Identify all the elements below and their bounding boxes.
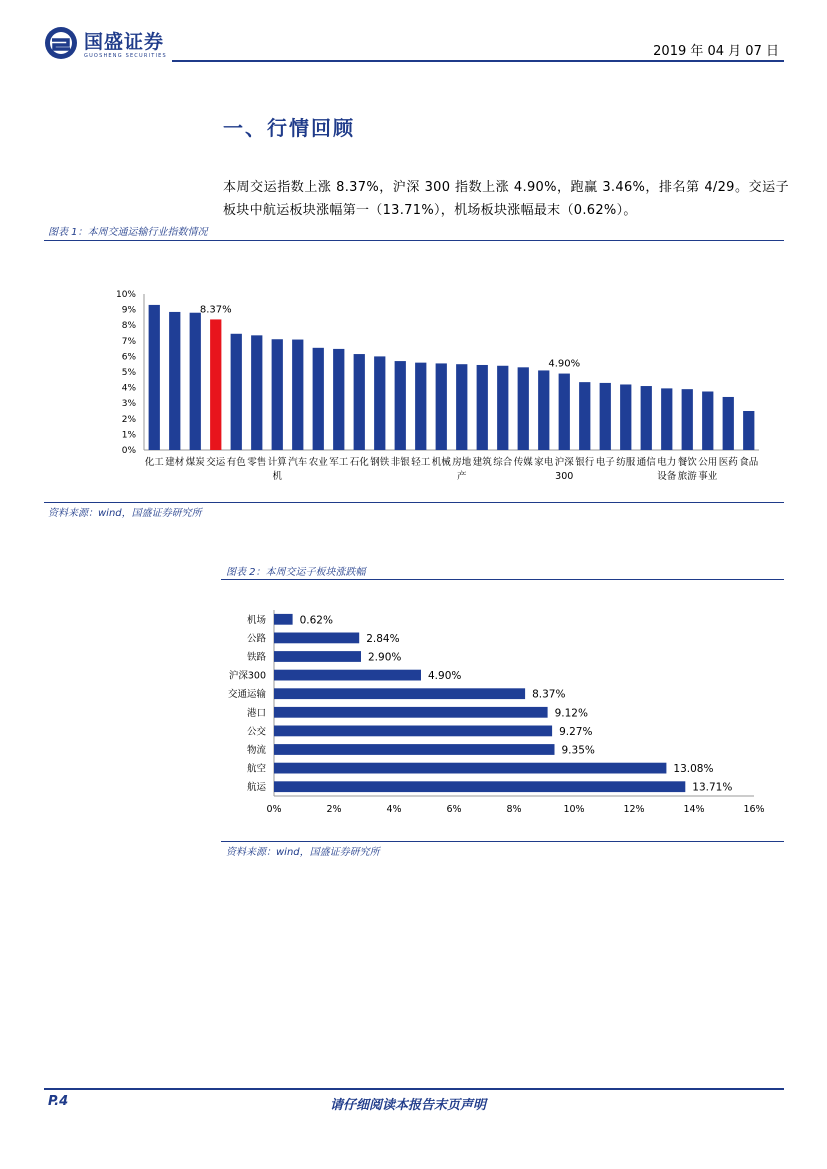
bar bbox=[333, 349, 344, 450]
page-number: P.4 bbox=[48, 1094, 69, 1109]
x-tick-label: 综合 bbox=[493, 457, 513, 468]
y-tick-label: 6% bbox=[121, 352, 136, 363]
data-label: 9.12% bbox=[554, 707, 588, 720]
bar bbox=[272, 339, 283, 450]
x-tick-label: 有色 bbox=[226, 457, 246, 468]
y-tick-label: 4% bbox=[121, 383, 136, 394]
y-tick-label: 0% bbox=[121, 446, 136, 456]
category-label: 交通运输 bbox=[227, 689, 266, 701]
bar bbox=[477, 365, 488, 450]
x-tick-label: 化工 bbox=[144, 457, 164, 468]
bar bbox=[395, 361, 406, 450]
section-paragraph: 本周交运指数上涨 8.37%，沪深 300 指数上涨 4.90%，跑赢 3.46%，排名第 4/29。交运子板块中航运板块涨幅第一（13.71%），机场板块涨幅最末（0.62%）。 bbox=[223, 180, 789, 218]
data-label: 8.37% bbox=[199, 304, 232, 316]
bar bbox=[661, 388, 672, 450]
data-label: 8.37% bbox=[532, 688, 566, 701]
x-tick-label: 通信 bbox=[636, 457, 656, 468]
bar bbox=[456, 364, 467, 450]
bar bbox=[620, 384, 631, 450]
data-label: 2.90% bbox=[368, 651, 402, 664]
x-tick-label: 300 bbox=[555, 471, 574, 482]
y-tick-label: 7% bbox=[121, 336, 136, 347]
y-tick-label: 10% bbox=[115, 290, 136, 300]
bar bbox=[559, 374, 570, 450]
bar bbox=[210, 319, 221, 450]
x-tick-label: 建材 bbox=[165, 457, 185, 468]
x-tick-label: 8% bbox=[506, 804, 522, 815]
bar bbox=[190, 313, 201, 450]
bar bbox=[251, 335, 262, 450]
logo-icon bbox=[44, 26, 78, 60]
y-tick-label: 9% bbox=[121, 305, 136, 316]
x-tick-label: 计算 bbox=[267, 457, 287, 468]
x-tick-label: 12% bbox=[623, 804, 645, 815]
category-label: 公路 bbox=[246, 633, 266, 645]
y-tick-label: 1% bbox=[121, 430, 136, 441]
bar bbox=[538, 370, 549, 450]
x-tick-label: 0% bbox=[266, 804, 282, 815]
data-label: 13.71% bbox=[692, 781, 733, 794]
x-tick-label: 交运 bbox=[206, 457, 226, 468]
figure2-source: 资料来源：wind，国盛证券研究所 bbox=[226, 847, 380, 858]
x-tick-label: 石化 bbox=[349, 457, 369, 468]
category-label: 公交 bbox=[246, 726, 266, 738]
subsector-chart bbox=[221, 584, 784, 834]
bar bbox=[274, 670, 421, 681]
y-tick-label: 5% bbox=[121, 368, 136, 378]
category-label: 物流 bbox=[246, 745, 266, 756]
x-tick-label: 公用 bbox=[698, 457, 718, 468]
bar bbox=[600, 383, 611, 450]
bar bbox=[702, 392, 713, 451]
x-tick-label: 轻工 bbox=[411, 457, 431, 468]
data-label: 2.84% bbox=[366, 632, 400, 645]
x-tick-label: 零售 bbox=[247, 457, 267, 468]
section-title: 一、行情回顾 bbox=[223, 116, 355, 140]
figure2-bottom-rule bbox=[221, 841, 784, 842]
figure1-bottom-rule bbox=[44, 502, 784, 503]
figure1-title: 图表 1：本周交通运输行业指数情况 bbox=[48, 227, 208, 238]
bar bbox=[497, 366, 508, 450]
y-tick-label: 2% bbox=[121, 414, 136, 425]
bar bbox=[723, 397, 734, 450]
x-tick-label: 沪深 bbox=[554, 457, 574, 468]
footer-disclaimer: 请仔细阅读本报告末页声明 bbox=[330, 1098, 487, 1113]
bar bbox=[231, 334, 242, 450]
x-tick-label: 设备 bbox=[657, 471, 677, 482]
figure2-top-rule bbox=[221, 579, 784, 580]
category-label: 航运 bbox=[246, 782, 266, 794]
x-tick-label: 传媒 bbox=[513, 457, 533, 468]
bar bbox=[274, 633, 359, 644]
bar bbox=[682, 389, 693, 450]
bar bbox=[274, 688, 525, 699]
logo-text: 国盛证券 bbox=[84, 31, 165, 53]
x-tick-label: 食品 bbox=[739, 457, 759, 468]
footer-rule bbox=[44, 1088, 784, 1090]
x-tick-label: 6% bbox=[446, 804, 462, 815]
industry-index-chart bbox=[44, 248, 784, 498]
data-label: 4.90% bbox=[548, 358, 581, 370]
bar bbox=[274, 614, 293, 625]
bar bbox=[313, 348, 324, 450]
x-tick-label: 农业 bbox=[308, 457, 328, 468]
logo bbox=[44, 24, 184, 64]
category-label: 沪深300 bbox=[228, 670, 266, 682]
data-label: 13.08% bbox=[673, 763, 714, 776]
y-tick-label: 8% bbox=[121, 321, 136, 332]
x-tick-label: 2% bbox=[326, 804, 342, 815]
x-tick-label: 医药 bbox=[718, 457, 738, 468]
category-label: 航空 bbox=[246, 763, 266, 775]
x-tick-label: 军工 bbox=[329, 457, 349, 468]
report-date: 2019 年 04 月 07 日 bbox=[653, 44, 779, 59]
bar bbox=[354, 354, 365, 450]
y-tick-label: 3% bbox=[121, 399, 136, 410]
x-tick-label: 产 bbox=[456, 471, 467, 482]
x-tick-label: 16% bbox=[743, 804, 765, 815]
data-label: 4.90% bbox=[428, 670, 462, 683]
x-tick-label: 非银 bbox=[390, 457, 410, 468]
bar bbox=[274, 726, 552, 737]
bar bbox=[274, 651, 361, 662]
bar bbox=[169, 312, 180, 450]
x-tick-label: 电子 bbox=[595, 457, 615, 468]
category-label: 机场 bbox=[246, 614, 266, 626]
x-tick-label: 煤炭 bbox=[185, 457, 205, 468]
bar bbox=[374, 356, 385, 450]
x-tick-label: 10% bbox=[563, 804, 585, 815]
x-tick-label: 餐饮 bbox=[677, 457, 697, 468]
bar bbox=[641, 386, 652, 450]
figure1-source: 资料来源：wind，国盛证券研究所 bbox=[48, 508, 202, 519]
x-tick-label: 机械 bbox=[431, 457, 451, 468]
bar bbox=[149, 305, 160, 450]
figure2-title: 图表 2：本周交运子板块涨跌幅 bbox=[226, 567, 366, 578]
bar bbox=[292, 340, 303, 450]
bar bbox=[518, 367, 529, 450]
x-tick-label: 建筑 bbox=[472, 457, 492, 468]
x-tick-label: 纺服 bbox=[616, 457, 636, 468]
figure1-top-rule bbox=[44, 240, 784, 241]
x-tick-label: 14% bbox=[683, 804, 705, 815]
bar bbox=[743, 411, 754, 450]
bar bbox=[436, 363, 447, 450]
x-tick-label: 4% bbox=[386, 804, 402, 815]
x-tick-label: 房地 bbox=[452, 457, 472, 468]
x-tick-label: 银行 bbox=[575, 457, 595, 468]
logo-subtitle: GUOSHENG SECURITIES bbox=[84, 53, 167, 59]
category-label: 港口 bbox=[246, 707, 266, 719]
x-tick-label: 机 bbox=[272, 471, 283, 482]
bar bbox=[274, 781, 685, 792]
bar bbox=[274, 744, 555, 755]
x-tick-label: 汽车 bbox=[288, 457, 308, 468]
bar bbox=[579, 382, 590, 450]
data-label: 9.27% bbox=[559, 725, 593, 738]
bar bbox=[274, 763, 666, 774]
x-tick-label: 电力 bbox=[657, 457, 677, 468]
bar bbox=[415, 363, 426, 450]
x-tick-label: 旅游 bbox=[677, 471, 697, 482]
header-rule bbox=[172, 60, 784, 62]
x-tick-label: 钢铁 bbox=[370, 457, 390, 468]
bar bbox=[274, 707, 548, 718]
data-label: 0.62% bbox=[299, 614, 333, 627]
category-label: 铁路 bbox=[246, 652, 266, 663]
data-label: 9.35% bbox=[561, 744, 595, 757]
x-tick-label: 家电 bbox=[534, 457, 554, 468]
x-tick-label: 事业 bbox=[698, 471, 718, 482]
